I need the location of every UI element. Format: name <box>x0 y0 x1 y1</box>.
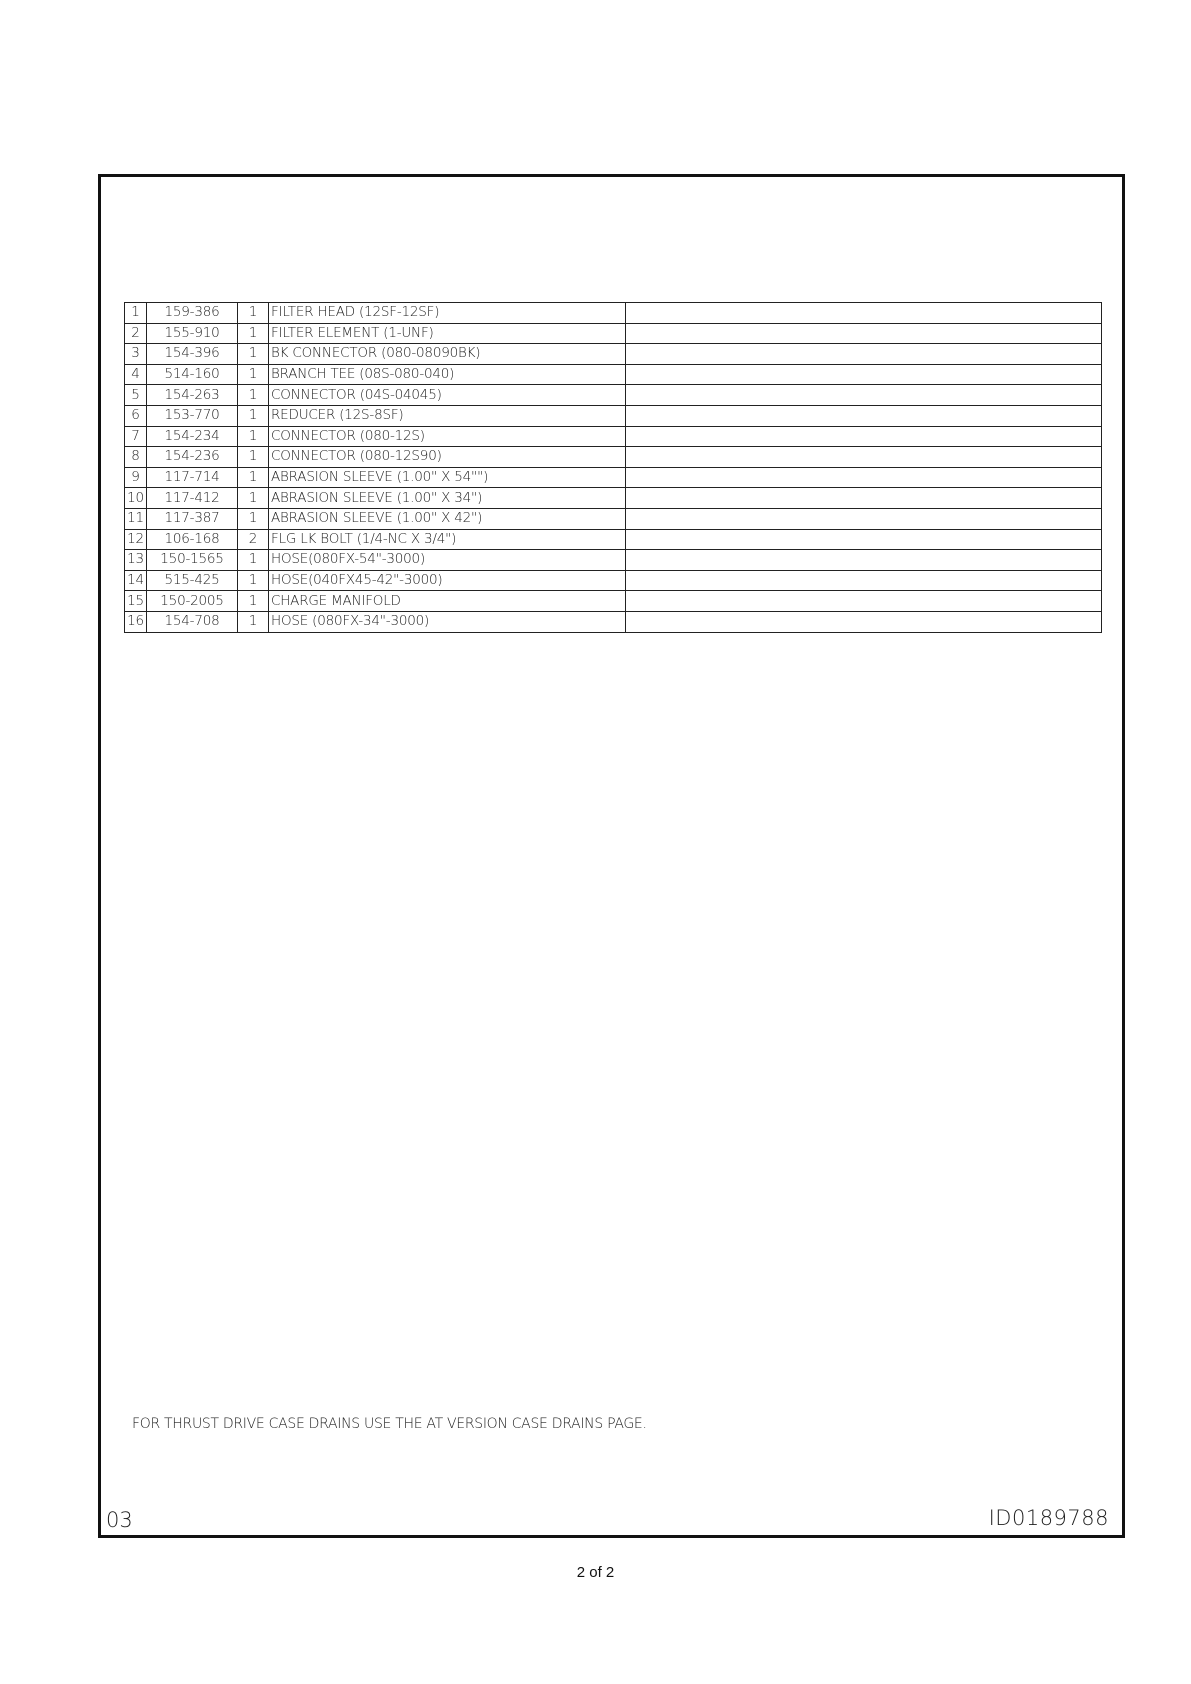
note-cell <box>626 570 1102 591</box>
part-number-cell: 159-386 <box>147 303 238 324</box>
note-cell <box>626 447 1102 468</box>
note-cell <box>626 467 1102 488</box>
description-cell: BK CONNECTOR (080-08090BK) <box>269 344 626 365</box>
table-row <box>125 488 1102 509</box>
part-number-cell: 154-236 <box>147 447 238 468</box>
description-cell: HOSE (080FX-34"-3000) <box>269 611 626 632</box>
description-cell: BRANCH TEE (08S-080-040) <box>269 364 626 385</box>
part-number-cell: 154-263 <box>147 385 238 406</box>
table-row <box>125 611 1102 632</box>
part-number-cell: 154-396 <box>147 344 238 365</box>
description-cell: HOSE(080FX-54"-3000) <box>269 550 626 571</box>
description-cell: CONNECTOR (04S-04045) <box>269 385 626 406</box>
note-cell <box>626 508 1102 529</box>
description-cell: FILTER ELEMENT (1-UNF) <box>269 323 626 344</box>
part-number-cell: 514-160 <box>147 364 238 385</box>
table-row <box>125 344 1102 365</box>
table-row <box>125 385 1102 406</box>
table-row <box>125 467 1102 488</box>
quantity-cell: 1 <box>238 385 269 406</box>
description-cell: CHARGE MANIFOLD <box>269 591 626 612</box>
description-cell: FLG LK BOLT (1/4-NC X 3/4") <box>269 529 626 550</box>
description-cell: ABRASION SLEEVE (1.00" X 42") <box>269 508 626 529</box>
note-cell <box>626 323 1102 344</box>
description-cell: ABRASION SLEEVE (1.00" X 54"") <box>269 467 626 488</box>
quantity-cell: 1 <box>238 364 269 385</box>
quantity-cell: 1 <box>238 508 269 529</box>
item-number-cell: 7 <box>125 426 147 447</box>
case-drain-footnote: FOR THRUST DRIVE CASE DRAINS USE THE AT VERSION CASE DRAINS PAGE. <box>132 1416 647 1432</box>
quantity-cell: 2 <box>238 529 269 550</box>
note-cell <box>626 488 1102 509</box>
drawing-id: ID0189788 <box>988 1506 1109 1530</box>
note-cell <box>626 385 1102 406</box>
quantity-cell: 1 <box>238 550 269 571</box>
table-row <box>125 550 1102 571</box>
description-cell: REDUCER (12S-8SF) <box>269 405 626 426</box>
page-number: 2 of 2 <box>576 1564 615 1581</box>
item-number-cell: 8 <box>125 447 147 468</box>
part-number-cell: 154-708 <box>147 611 238 632</box>
sheet-code: 03 <box>106 1508 133 1532</box>
part-number-cell: 150-1565 <box>147 550 238 571</box>
part-number-cell: 150-2005 <box>147 591 238 612</box>
item-number-cell: 6 <box>125 405 147 426</box>
item-number-cell: 15 <box>125 591 147 612</box>
item-number-cell: 11 <box>125 508 147 529</box>
item-number-cell: 13 <box>125 550 147 571</box>
item-number-cell: 3 <box>125 344 147 365</box>
table-row <box>125 364 1102 385</box>
note-cell <box>626 364 1102 385</box>
quantity-cell: 1 <box>238 467 269 488</box>
table-row <box>125 508 1102 529</box>
item-number-cell: 1 <box>125 303 147 324</box>
part-number-cell: 117-387 <box>147 508 238 529</box>
item-number-cell: 2 <box>125 323 147 344</box>
part-number-cell: 515-425 <box>147 570 238 591</box>
description-cell: HOSE(040FX45-42"-3000) <box>269 570 626 591</box>
quantity-cell: 1 <box>238 611 269 632</box>
table-row <box>125 591 1102 612</box>
part-number-cell: 155-910 <box>147 323 238 344</box>
part-number-cell: 117-412 <box>147 488 238 509</box>
note-cell <box>626 405 1102 426</box>
table-row <box>125 529 1102 550</box>
description-cell: FILTER HEAD (12SF-12SF) <box>269 303 626 324</box>
item-number-cell: 16 <box>125 611 147 632</box>
note-cell <box>626 303 1102 324</box>
quantity-cell: 1 <box>238 426 269 447</box>
quantity-cell: 1 <box>238 303 269 324</box>
item-number-cell: 5 <box>125 385 147 406</box>
item-number-cell: 14 <box>125 570 147 591</box>
quantity-cell: 1 <box>238 405 269 426</box>
note-cell <box>626 550 1102 571</box>
table-row <box>125 570 1102 591</box>
note-cell <box>626 611 1102 632</box>
table-row <box>125 303 1102 324</box>
part-number-cell: 106-168 <box>147 529 238 550</box>
quantity-cell: 1 <box>238 323 269 344</box>
note-cell <box>626 529 1102 550</box>
quantity-cell: 1 <box>238 488 269 509</box>
description-cell: ABRASION SLEEVE (1.00" X 34") <box>269 488 626 509</box>
quantity-cell: 1 <box>238 591 269 612</box>
note-cell <box>626 344 1102 365</box>
item-number-cell: 12 <box>125 529 147 550</box>
table-row <box>125 447 1102 468</box>
part-number-cell: 153-770 <box>147 405 238 426</box>
table-row <box>125 426 1102 447</box>
quantity-cell: 1 <box>238 447 269 468</box>
item-number-cell: 9 <box>125 467 147 488</box>
quantity-cell: 1 <box>238 570 269 591</box>
part-number-cell: 154-234 <box>147 426 238 447</box>
table-row <box>125 405 1102 426</box>
note-cell <box>626 426 1102 447</box>
table-row <box>125 323 1102 344</box>
item-number-cell: 4 <box>125 364 147 385</box>
note-cell <box>626 591 1102 612</box>
quantity-cell: 1 <box>238 344 269 365</box>
item-number-cell: 10 <box>125 488 147 509</box>
parts-list-table <box>124 302 1102 633</box>
part-number-cell: 117-714 <box>147 467 238 488</box>
parts-list-body <box>125 303 1102 633</box>
description-cell: CONNECTOR (080-12S) <box>269 426 626 447</box>
description-cell: CONNECTOR (080-12S90) <box>269 447 626 468</box>
